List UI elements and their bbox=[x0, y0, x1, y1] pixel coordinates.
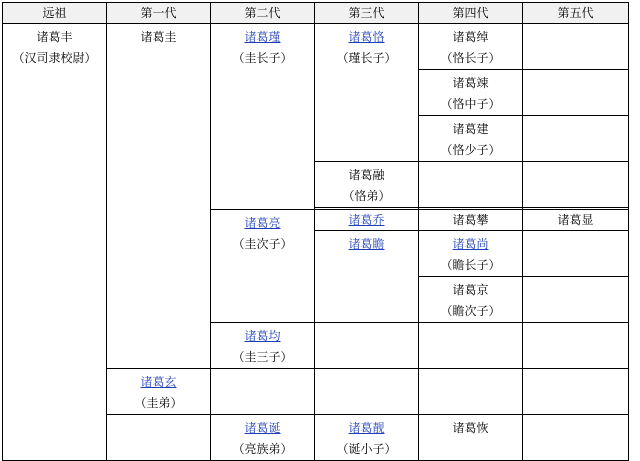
header-ancestor: 远祖 bbox=[3, 3, 107, 24]
person-note: （圭长子） bbox=[232, 51, 293, 65]
person-name: 诸葛建 bbox=[452, 122, 489, 136]
header-gen1: 第一代 bbox=[107, 3, 211, 24]
gen4-cell-jing bbox=[419, 277, 523, 323]
gen1-cell-xuan bbox=[107, 369, 211, 415]
person-link[interactable]: 诸葛恪 bbox=[348, 30, 385, 44]
gen2-cell-dan bbox=[211, 415, 315, 461]
table-row bbox=[3, 24, 629, 70]
gen4-empty-cell bbox=[419, 323, 523, 369]
person-note: （瑾长子） bbox=[336, 51, 397, 65]
header-gen5: 第五代 bbox=[523, 3, 629, 24]
header-row bbox=[3, 3, 629, 24]
header-gen4: 第四代 bbox=[419, 3, 523, 24]
person-note: （瞻次子） bbox=[440, 304, 501, 318]
gen5-empty-cell bbox=[523, 415, 629, 461]
gen5-empty-cell bbox=[523, 231, 629, 277]
gen1-name: 诸葛圭 bbox=[140, 30, 177, 44]
gen2-cell-jun bbox=[211, 323, 315, 369]
gen3-cell-ke bbox=[315, 24, 419, 162]
header-gen3: 第三代 bbox=[315, 3, 419, 24]
person-name: 诸葛攀 bbox=[452, 213, 489, 227]
person-note: （诞小子） bbox=[336, 442, 397, 456]
person-note: （圭次子） bbox=[232, 237, 293, 251]
gen3-empty-cell bbox=[315, 369, 419, 415]
gen5-empty-cell bbox=[523, 162, 629, 208]
genealogy-table-container bbox=[2, 2, 629, 461]
gen4-cell-hui bbox=[419, 415, 523, 461]
gen5-empty-cell bbox=[523, 24, 629, 70]
gen5-empty-cell bbox=[523, 70, 629, 116]
person-name: 诸葛显 bbox=[557, 213, 594, 227]
gen3-cell-qiao bbox=[315, 210, 419, 231]
gen1-cell-gui bbox=[107, 24, 211, 369]
ancestor-note: （汉司隶校尉） bbox=[12, 51, 97, 65]
person-link[interactable]: 诸葛尚 bbox=[452, 237, 489, 251]
person-note: （恪中子） bbox=[440, 97, 501, 111]
person-name: 诸葛绰 bbox=[452, 30, 489, 44]
person-name: 诸葛恢 bbox=[452, 421, 489, 435]
gen5-empty-cell bbox=[523, 369, 629, 415]
gen5-empty-cell bbox=[523, 277, 629, 323]
person-note: （恪弟） bbox=[342, 189, 391, 203]
person-note: （恪少子） bbox=[440, 143, 501, 157]
person-link[interactable]: 诸葛玄 bbox=[140, 375, 177, 389]
person-link[interactable]: 诸葛靓 bbox=[348, 421, 385, 435]
ancestor-cell bbox=[3, 24, 107, 461]
header-gen2: 第二代 bbox=[211, 3, 315, 24]
person-link[interactable]: 诸葛乔 bbox=[348, 213, 385, 227]
gen3-cell-jing bbox=[315, 415, 419, 461]
gen5-cell-xian bbox=[523, 210, 629, 231]
gen4-cell-chuo bbox=[419, 24, 523, 70]
gen3-cell-zhan bbox=[315, 231, 419, 323]
person-link[interactable]: 诸葛亮 bbox=[244, 216, 281, 230]
person-note: （恪长子） bbox=[440, 51, 501, 65]
gen4-cell-jian bbox=[419, 116, 523, 162]
person-link[interactable]: 诸葛瑾 bbox=[244, 30, 281, 44]
ancestor-name: 诸葛丰 bbox=[36, 30, 73, 44]
gen5-empty-cell bbox=[523, 323, 629, 369]
genealogy-table bbox=[2, 2, 629, 461]
gen4-empty-cell bbox=[419, 162, 523, 208]
person-link[interactable]: 诸葛均 bbox=[244, 329, 281, 343]
gen4-empty-cell bbox=[419, 369, 523, 415]
person-note: （瞻长子） bbox=[440, 258, 501, 272]
gen2-cell-liang bbox=[211, 210, 315, 323]
person-name: 诸葛竦 bbox=[452, 76, 489, 90]
gen5-empty-cell bbox=[523, 116, 629, 162]
gen4-cell-shang bbox=[419, 231, 523, 277]
person-name: 诸葛京 bbox=[452, 283, 489, 297]
person-note: （圭三子） bbox=[232, 350, 293, 364]
person-name: 诸葛融 bbox=[348, 168, 385, 182]
gen1-empty-cell bbox=[107, 415, 211, 461]
person-link[interactable]: 诸葛瞻 bbox=[348, 237, 385, 251]
person-note: （亮族弟） bbox=[232, 442, 293, 456]
person-link[interactable]: 诸葛诞 bbox=[244, 421, 281, 435]
gen4-cell-pan bbox=[419, 210, 523, 231]
gen4-cell-song bbox=[419, 70, 523, 116]
person-note: （圭弟） bbox=[134, 396, 183, 410]
gen2-empty-cell bbox=[211, 369, 315, 415]
gen3-cell-rong bbox=[315, 162, 419, 208]
gen3-empty-cell bbox=[315, 323, 419, 369]
gen2-cell-jin bbox=[211, 24, 315, 210]
